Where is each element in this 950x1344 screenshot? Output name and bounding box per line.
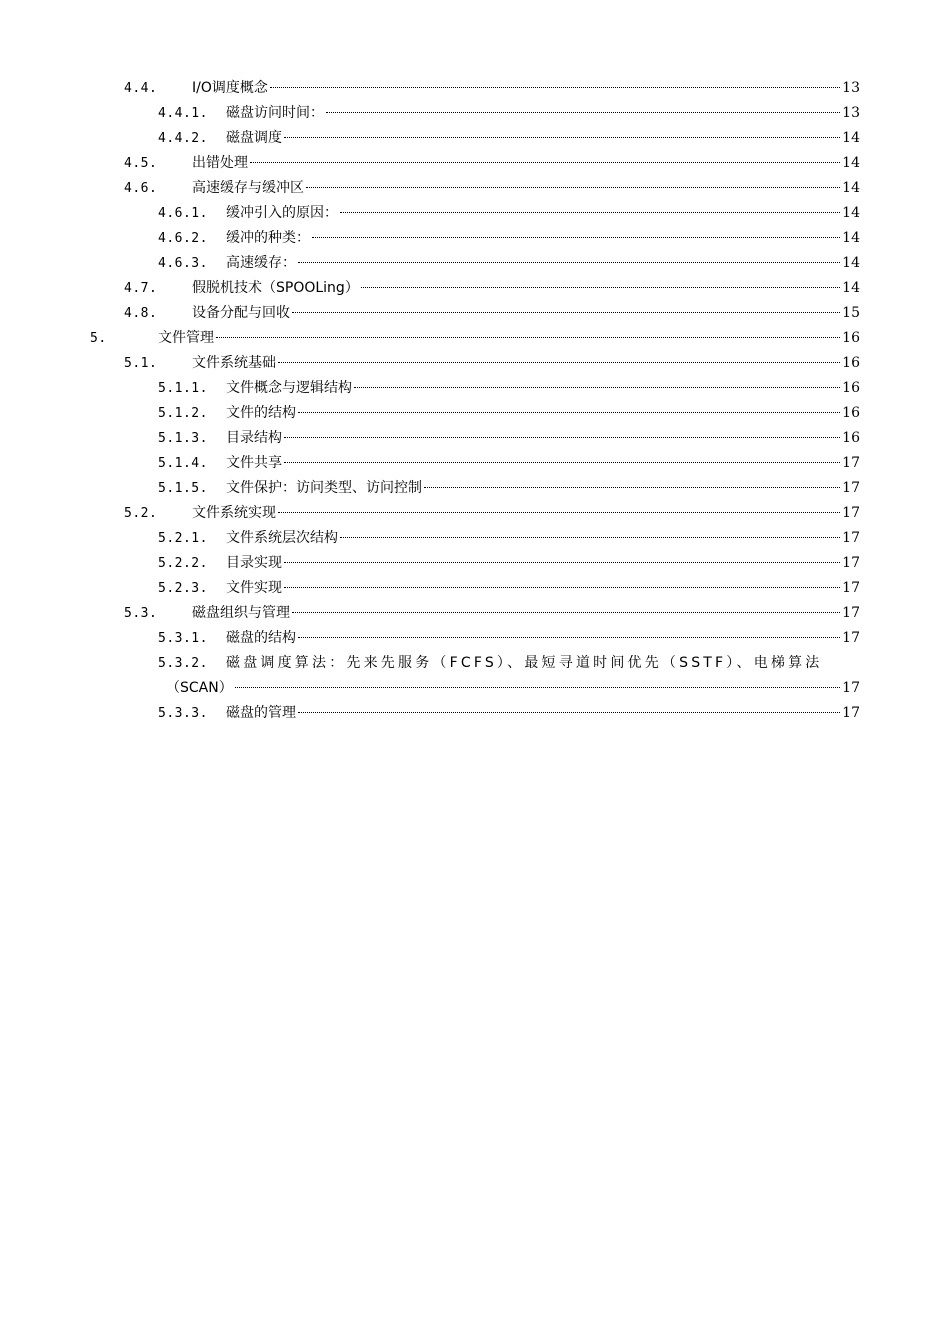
toc-entry-page: 14 [842,180,860,196]
toc-entry-number: 5.2.1. [158,531,208,546]
toc-entry[interactable] [90,501,860,526]
dot-leader [292,611,840,613]
dot-leader [424,486,840,488]
toc-entry[interactable] [90,76,860,101]
toc-entry[interactable] [90,301,860,326]
toc-entry[interactable] [90,551,860,576]
toc-entry-page: 17 [842,580,860,596]
toc-entry[interactable] [90,151,860,176]
toc-entry-title: 文件系统基础 [192,355,276,371]
toc-entry-page: 14 [842,155,860,171]
toc-entry-title: 缓冲引入的原因： [226,205,338,221]
toc-entry[interactable] [90,576,860,601]
toc-entry-title: 文件系统层次结构 [226,530,338,546]
toc-entry-title: 高速缓存与缓冲区 [192,180,304,196]
toc-entry-page: 17 [842,605,860,621]
toc-entry[interactable] [90,651,860,701]
toc-entry-page: 14 [842,280,860,296]
toc-entry-title: 文件概念与逻辑结构 [226,380,352,396]
toc-entry[interactable] [90,176,860,201]
toc-entry-title: 出错处理 [192,155,248,171]
dot-leader [354,386,840,388]
toc-entry-page: 17 [842,705,860,721]
toc-entry-title: 文件共享 [226,455,282,471]
toc-entry[interactable] [90,226,860,251]
dot-leader [312,236,840,238]
toc-entry-page: 13 [842,80,860,96]
toc-entry-page: 17 [842,480,860,496]
dot-leader [306,186,840,188]
toc-entry-page: 16 [842,430,860,446]
toc-entry-number: 5.1.4. [158,456,208,471]
dot-leader [340,536,840,538]
toc-entry[interactable] [90,401,860,426]
toc-entry-title: 设备分配与回收 [192,305,290,321]
toc-entry[interactable] [90,276,860,301]
toc-entry[interactable] [90,526,860,551]
dot-leader [284,586,840,588]
toc-entry-page: 14 [842,255,860,271]
toc-entry[interactable] [90,126,860,151]
toc-entry-title: 文件保护：访问类型、访问控制 [226,480,422,496]
dot-leader [250,161,840,163]
dot-leader [292,311,840,313]
toc-entry-number: 5. [90,331,107,346]
toc-entry-page: 17 [842,630,860,646]
dot-leader [284,136,840,138]
dot-leader [361,286,840,288]
toc-entry-number: 4.5. [124,156,158,171]
dot-leader [340,211,840,213]
toc-entry-number: 4.6.1. [158,206,208,221]
toc-entry-title: 假脱机技术（SPOOLing） [192,280,359,296]
toc-entry-number: 5.3.3. [158,706,208,721]
toc-entry-title: 高速缓存： [226,255,296,271]
toc-entry-number: 5.1.3. [158,431,208,446]
dot-leader [298,411,840,413]
dot-leader [284,561,840,563]
toc-entry-title: 文件实现 [226,580,282,596]
toc-entry-title: I/O调度概念 [192,80,268,96]
toc-entry-page: 17 [842,555,860,571]
toc-entry-title: 磁盘调度算法：先来先服务（FCFS）、最短寻道时间优先（SSTF）、电梯算法 [226,655,823,671]
toc-entry-number: 5.3.1. [158,631,208,646]
toc-entry-page: 15 [842,305,860,321]
toc-entry-page: 17 [842,530,860,546]
toc-entry-page: 16 [842,355,860,371]
table-of-contents [90,76,860,726]
toc-entry[interactable] [90,376,860,401]
dot-leader [298,711,840,713]
toc-entry-page: 14 [842,230,860,246]
dot-leader [278,361,840,363]
toc-entry-number: 5.2.3. [158,581,208,596]
toc-entry-title: 目录结构 [226,430,282,446]
toc-entry[interactable] [90,476,860,501]
toc-entry-number: 5.1.2. [158,406,208,421]
toc-entry-number: 4.6.2. [158,231,208,246]
toc-entry-page: 17 [842,455,860,471]
toc-entry-title: 磁盘访问时间： [226,105,324,121]
toc-entry-page: 17 [842,505,860,521]
toc-entry-number: 5.2.2. [158,556,208,571]
toc-entry-number: 4.8. [124,306,158,321]
toc-entry-page: 17 [842,680,860,696]
dot-leader [298,261,840,263]
toc-entry-page: 16 [842,380,860,396]
toc-entry[interactable] [90,701,860,726]
toc-entry-title: 目录实现 [226,555,282,571]
toc-entry-title: 磁盘组织与管理 [192,605,290,621]
dot-leader [284,461,840,463]
toc-entry-number: 4.7. [124,281,158,296]
toc-entry-title: 磁盘调度 [226,130,282,146]
toc-entry-number: 4.4.1. [158,106,208,121]
toc-entry[interactable] [90,251,860,276]
dot-leader [235,686,840,688]
toc-entry-number: 5.2. [124,506,158,521]
dot-leader [278,511,840,513]
toc-entry[interactable] [90,101,860,126]
toc-entry-page: 14 [842,130,860,146]
toc-entry-number: 5.3. [124,606,158,621]
toc-entry-title-continued: （SCAN） [166,680,233,696]
toc-entry-number: 5.1.5. [158,481,208,496]
toc-entry-title: 文件的结构 [226,405,296,421]
dot-leader [270,86,840,88]
toc-entry-number: 5.1.1. [158,381,208,396]
toc-entry-title: 文件系统实现 [192,505,276,521]
dot-leader [298,636,840,638]
dot-leader [216,336,840,338]
toc-entry-title: 文件管理 [158,330,214,346]
toc-entry[interactable] [90,351,860,376]
dot-leader [326,111,840,113]
dot-leader [284,436,840,438]
toc-entry[interactable] [90,451,860,476]
toc-entry-title: 磁盘的管理 [226,705,296,721]
toc-entry-page: 16 [842,405,860,421]
toc-entry-number: 4.4.2. [158,131,208,146]
toc-entry[interactable] [90,601,860,626]
toc-entry[interactable] [90,201,860,226]
toc-entry-number: 4.6. [124,181,158,196]
toc-entry[interactable] [90,326,860,351]
toc-entry-title: 缓冲的种类： [226,230,310,246]
toc-entry[interactable] [90,626,860,651]
toc-entry-page: 14 [842,205,860,221]
toc-entry-page: 13 [842,105,860,121]
toc-entry-number: 4.4. [124,81,158,96]
toc-entry-number: 5.1. [124,356,158,371]
toc-entry[interactable] [90,426,860,451]
toc-entry-title: 磁盘的结构 [226,630,296,646]
toc-entry-number: 5.3.2. [158,656,208,671]
toc-entry-page: 16 [842,330,860,346]
toc-entry-number: 4.6.3. [158,256,208,271]
